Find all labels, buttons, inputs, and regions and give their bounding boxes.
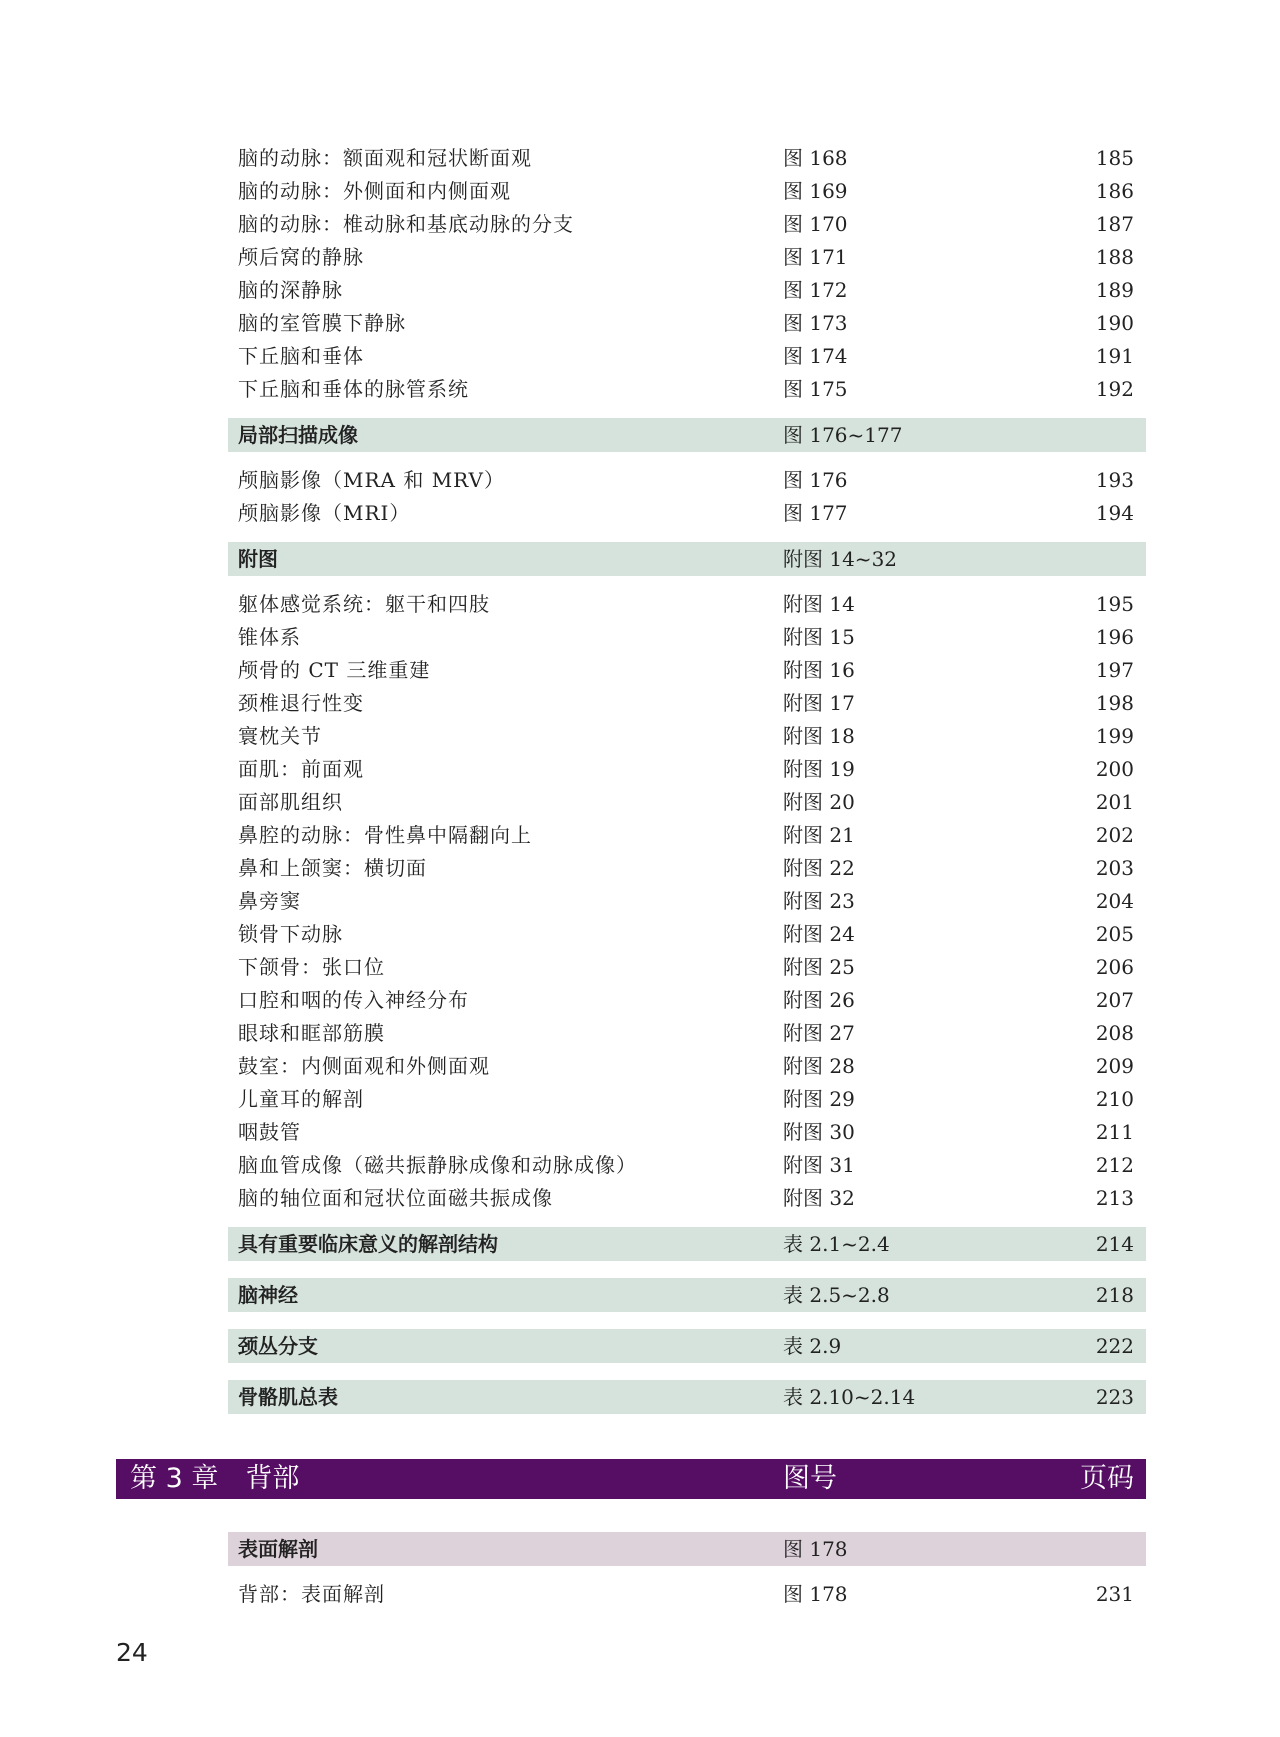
entry-page: 210 (1095, 1087, 1134, 1111)
entry-title: 脑的深静脉 (238, 278, 343, 302)
toc-entry[interactable] (228, 274, 1146, 307)
entry-figure: 附图 32 (783, 1186, 855, 1210)
entry-page: 194 (1095, 501, 1134, 525)
entry-page: 197 (1095, 658, 1134, 682)
entry-title: 脑的动脉：额面观和冠状断面观 (238, 146, 532, 170)
toc-entry[interactable] (228, 1116, 1146, 1149)
entry-page: 209 (1095, 1054, 1134, 1078)
section-figure-range: 图 176~177 (783, 423, 903, 447)
toc-entry[interactable] (228, 1017, 1146, 1050)
toc-entry[interactable] (228, 142, 1146, 175)
entry-figure: 附图 16 (783, 658, 855, 682)
toc-entry[interactable] (228, 885, 1146, 918)
entry-title: 颅后窝的静脉 (238, 245, 364, 269)
chapter-figure-column-header: 图号 (783, 1463, 837, 1494)
entry-page: 213 (1095, 1186, 1134, 1210)
entry-group-imaging (228, 464, 1146, 530)
entry-page: 203 (1095, 856, 1134, 880)
entry-title: 鼓室：内侧面观和外侧面观 (238, 1054, 490, 1078)
entry-figure: 附图 17 (783, 691, 855, 715)
section-header-imaging[interactable] (228, 418, 1146, 452)
entry-title: 鼻腔的动脉：骨性鼻中隔翻向上 (238, 823, 532, 847)
entry-page: 212 (1095, 1153, 1134, 1177)
section-header-surface-anatomy[interactable] (228, 1532, 1146, 1566)
table-of-contents-chapter-3 (228, 1532, 1146, 1611)
entry-figure: 图 174 (783, 344, 848, 368)
entry-figure: 附图 14 (783, 592, 855, 616)
toc-entry[interactable] (228, 1578, 1146, 1611)
entry-title: 脑的动脉：椎动脉和基底动脉的分支 (238, 212, 574, 236)
entry-page: 208 (1095, 1021, 1134, 1045)
toc-entry[interactable] (228, 687, 1146, 720)
toc-entry[interactable] (228, 241, 1146, 274)
entry-page: 188 (1095, 245, 1134, 269)
entry-figure: 附图 21 (783, 823, 855, 847)
toc-entry[interactable] (228, 819, 1146, 852)
entry-title: 颅骨的 CT 三维重建 (238, 658, 431, 682)
entry-figure: 附图 27 (783, 1021, 855, 1045)
section-title: 局部扫描成像 (238, 423, 358, 447)
entry-figure: 图 176 (783, 468, 848, 492)
entry-title: 咽鼓管 (238, 1120, 301, 1144)
entry-page: 202 (1095, 823, 1134, 847)
section-page: 218 (1095, 1283, 1134, 1307)
entry-title: 脑的动脉：外侧面和内侧面观 (238, 179, 511, 203)
toc-entry[interactable] (228, 340, 1146, 373)
toc-entry[interactable] (228, 307, 1146, 340)
entry-figure: 图 175 (783, 377, 848, 401)
toc-entry[interactable] (228, 175, 1146, 208)
section-figure-range: 表 2.9 (783, 1334, 842, 1358)
section-title: 脑神经 (238, 1283, 298, 1307)
entry-figure: 图 178 (783, 1582, 848, 1606)
toc-entry[interactable] (228, 720, 1146, 753)
section-header-cranial-nerves[interactable] (228, 1278, 1146, 1312)
section-figure-range: 表 2.1~2.4 (783, 1232, 890, 1256)
entry-title: 下丘脑和垂体的脉管系统 (238, 377, 469, 401)
entry-title: 儿童耳的解剖 (238, 1087, 364, 1111)
entry-title: 脑的轴位面和冠状位面磁共振成像 (238, 1186, 553, 1210)
entry-figure: 附图 23 (783, 889, 855, 913)
toc-entry[interactable] (228, 1149, 1146, 1182)
entry-page: 199 (1095, 724, 1134, 748)
entry-figure: 附图 15 (783, 625, 855, 649)
entry-page: 196 (1095, 625, 1134, 649)
table-of-contents (228, 142, 1146, 1414)
section-page: 214 (1095, 1232, 1134, 1256)
toc-entry[interactable] (228, 373, 1146, 406)
entry-title: 颅脑影像（MRI） (238, 501, 411, 525)
chapter-page-column-header: 页码 (1080, 1463, 1134, 1494)
chapter-header[interactable] (116, 1459, 1146, 1499)
page-number: 24 (116, 1638, 148, 1667)
entry-title: 锥体系 (238, 625, 301, 649)
entry-figure: 附图 28 (783, 1054, 855, 1078)
entry-page: 205 (1095, 922, 1134, 946)
entry-figure: 附图 19 (783, 757, 855, 781)
entry-title: 鼻和上颌窦：横切面 (238, 856, 427, 880)
section-title: 骨骼肌总表 (238, 1385, 338, 1409)
entry-figure: 附图 31 (783, 1153, 855, 1177)
entry-title: 躯体感觉系统：躯干和四肢 (238, 592, 490, 616)
entry-figure: 图 168 (783, 146, 848, 170)
entry-page: 186 (1095, 179, 1134, 203)
toc-entry[interactable] (228, 1182, 1146, 1215)
entry-group-arteries (228, 142, 1146, 406)
entry-figure: 附图 30 (783, 1120, 855, 1144)
entry-figure: 附图 20 (783, 790, 855, 814)
entry-title: 脑血管成像（磁共振静脉成像和动脉成像） (238, 1153, 637, 1177)
entry-title: 下丘脑和垂体 (238, 344, 364, 368)
entry-page: 207 (1095, 988, 1134, 1012)
section-title: 附图 (238, 547, 278, 571)
entry-page: 191 (1095, 344, 1134, 368)
section-header-skeletal-muscles[interactable] (228, 1380, 1146, 1414)
entry-figure: 图 172 (783, 278, 848, 302)
entry-page: 204 (1095, 889, 1134, 913)
entry-figure: 附图 26 (783, 988, 855, 1012)
entry-page: 195 (1095, 592, 1134, 616)
entry-title: 眼球和眶部筋膜 (238, 1021, 385, 1045)
toc-entry[interactable] (228, 208, 1146, 241)
toc-entry[interactable] (228, 1050, 1146, 1083)
entry-page: 200 (1095, 757, 1134, 781)
entry-page: 190 (1095, 311, 1134, 335)
entry-page: 198 (1095, 691, 1134, 715)
section-header-appendix[interactable] (228, 542, 1146, 576)
entry-page: 231 (1095, 1582, 1134, 1606)
toc-entry[interactable] (228, 654, 1146, 687)
entry-page: 187 (1095, 212, 1134, 236)
entry-page: 185 (1095, 146, 1134, 170)
toc-entry[interactable] (228, 621, 1146, 654)
entry-page: 206 (1095, 955, 1134, 979)
entry-figure: 附图 22 (783, 856, 855, 880)
section-title: 表面解剖 (238, 1537, 318, 1561)
toc-entry[interactable] (228, 786, 1146, 819)
entry-title: 面部肌组织 (238, 790, 343, 814)
entry-figure: 图 173 (783, 311, 848, 335)
entry-figure: 附图 29 (783, 1087, 855, 1111)
section-figure-range: 表 2.10~2.14 (783, 1385, 916, 1409)
toc-entry[interactable] (228, 497, 1146, 530)
entry-figure: 图 170 (783, 212, 848, 236)
entry-title: 鼻旁窦 (238, 889, 301, 913)
toc-entry[interactable] (228, 918, 1146, 951)
entry-page: 192 (1095, 377, 1134, 401)
toc-entry[interactable] (228, 753, 1146, 786)
toc-entry[interactable] (228, 588, 1146, 621)
entry-figure: 附图 24 (783, 922, 855, 946)
section-title: 具有重要临床意义的解剖结构 (238, 1232, 498, 1256)
entry-title: 口腔和咽的传入神经分布 (238, 988, 469, 1012)
section-figure-range: 表 2.5~2.8 (783, 1283, 890, 1307)
entry-page: 201 (1095, 790, 1134, 814)
toc-entry[interactable] (228, 464, 1146, 497)
entry-page: 193 (1095, 468, 1134, 492)
section-page: 222 (1095, 1334, 1134, 1358)
toc-entry[interactable] (228, 1083, 1146, 1116)
entry-title: 寰枕关节 (238, 724, 322, 748)
toc-entry[interactable] (228, 852, 1146, 885)
section-figure-range: 附图 14~32 (783, 547, 898, 571)
entry-figure: 图 171 (783, 245, 848, 269)
entry-figure: 图 169 (783, 179, 848, 203)
section-header-clinical[interactable] (228, 1227, 1146, 1261)
entry-title: 颅脑影像（MRA 和 MRV） (238, 468, 505, 492)
entry-figure: 附图 18 (783, 724, 855, 748)
entry-page: 211 (1095, 1120, 1134, 1144)
entry-title: 颈椎退行性变 (238, 691, 364, 715)
entry-page: 189 (1095, 278, 1134, 302)
section-header-cervical-plexus[interactable] (228, 1329, 1146, 1363)
entry-figure: 图 177 (783, 501, 848, 525)
entry-title: 锁骨下动脉 (238, 922, 343, 946)
entry-title: 背部：表面解剖 (238, 1582, 385, 1606)
entry-group-appendix (228, 588, 1146, 1215)
entry-title: 下颌骨：张口位 (238, 955, 385, 979)
section-figure-range: 图 178 (783, 1537, 848, 1561)
entry-title: 脑的室管膜下静脉 (238, 311, 406, 335)
section-page: 223 (1095, 1385, 1134, 1409)
section-title: 颈丛分支 (238, 1334, 318, 1358)
entry-figure: 附图 25 (783, 955, 855, 979)
chapter-title: 第 3 章 背部 (130, 1463, 300, 1494)
toc-entry[interactable] (228, 984, 1146, 1017)
entry-title: 面肌：前面观 (238, 757, 364, 781)
toc-entry[interactable] (228, 951, 1146, 984)
